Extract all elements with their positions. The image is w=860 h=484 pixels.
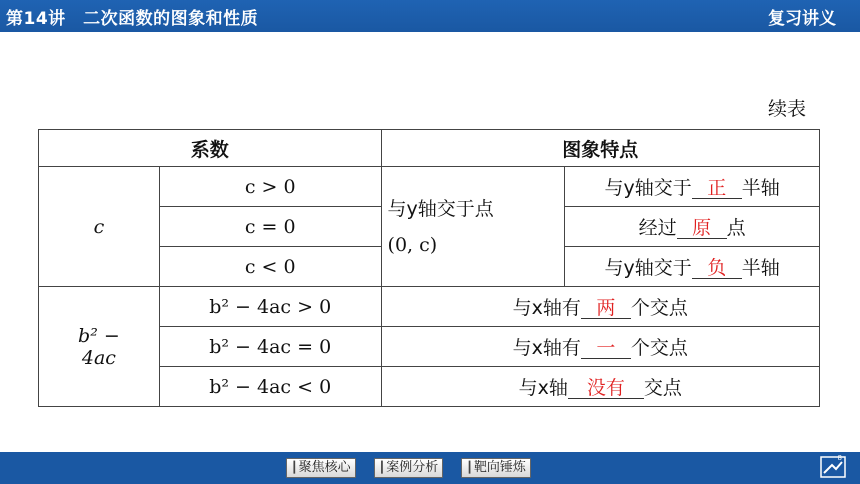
c-common-feature	[381, 167, 565, 287]
c-feature	[565, 247, 820, 287]
feature-suffix: 个交点	[630, 297, 688, 319]
section-label: 复习讲义	[768, 9, 836, 29]
c-common-point: (0, c)	[387, 233, 438, 256]
disc-condition: b² − 4ac = 0	[159, 327, 381, 367]
feature-prefix: 与x轴	[518, 377, 568, 399]
feature-prefix: 与x轴有	[512, 297, 581, 319]
feature-suffix: 半轴	[741, 177, 780, 199]
page-corner-icon[interactable]	[820, 456, 846, 478]
continued-label: 续表	[768, 98, 807, 120]
footer-bar	[0, 452, 860, 484]
table-row	[39, 287, 820, 327]
disc-condition: b² − 4ac > 0	[159, 287, 381, 327]
answer-blank: 原	[677, 218, 727, 239]
disc-feature	[381, 367, 819, 407]
c-feature	[565, 167, 820, 207]
coefficient-table	[38, 129, 820, 407]
answer-blank: 一	[581, 338, 631, 359]
answer-blank: 负	[692, 258, 742, 279]
feature-prefix: 与x轴有	[512, 337, 581, 359]
answer-blank: 两	[581, 298, 631, 319]
feature-prefix: 经过	[638, 217, 677, 239]
table-row	[39, 167, 820, 207]
header-coef: 系数	[39, 130, 382, 167]
table-header-row	[39, 130, 820, 167]
feature-prefix: 与y轴交于	[604, 257, 692, 279]
header-bar	[0, 0, 860, 32]
c-condition: c = 0	[159, 207, 381, 247]
coef-c-label: c	[39, 167, 160, 287]
c-condition: c < 0	[159, 247, 381, 287]
feature-suffix: 点	[726, 217, 746, 239]
feature-suffix: 半轴	[741, 257, 780, 279]
c-common-prefix: 与y轴交于点	[387, 197, 494, 220]
header-feature: 图象特点	[381, 130, 819, 167]
answer-blank: 正	[692, 178, 742, 199]
coef-disc-label	[39, 287, 160, 407]
disc-label-top: b² −	[78, 324, 120, 347]
disc-feature	[381, 287, 819, 327]
footer-nav	[286, 458, 531, 478]
c-feature	[565, 207, 820, 247]
nav-focus-core-button[interactable]: ┃ 聚焦核心	[286, 458, 356, 478]
lesson-title: 第14讲 二次函数的图象和性质	[6, 9, 259, 29]
disc-feature	[381, 327, 819, 367]
c-condition: c > 0	[159, 167, 381, 207]
page-number: 8	[837, 454, 842, 462]
nav-targeted-practice-button[interactable]: ┃ 靶向锤炼	[461, 458, 531, 478]
feature-suffix: 交点	[643, 377, 682, 399]
feature-suffix: 个交点	[630, 337, 688, 359]
nav-case-analysis-button[interactable]: ┃ 案例分析	[374, 458, 444, 478]
disc-condition: b² − 4ac < 0	[159, 367, 381, 407]
feature-prefix: 与y轴交于	[604, 177, 692, 199]
disc-label-bottom: 4ac	[81, 346, 116, 369]
answer-blank: 没有	[568, 378, 644, 399]
